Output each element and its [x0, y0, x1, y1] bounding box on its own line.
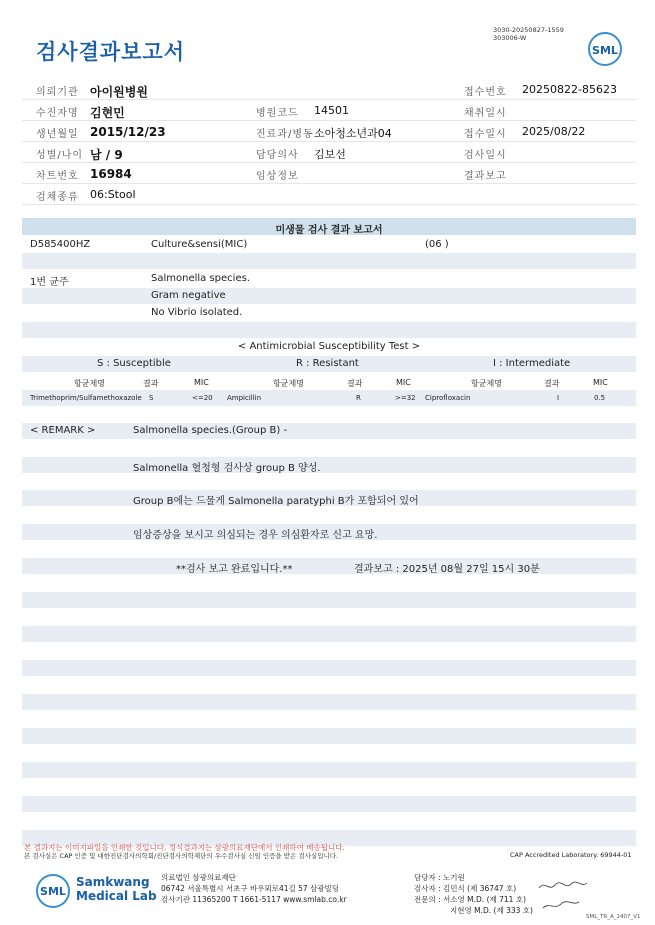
remark-row-4 [22, 524, 636, 540]
label-hospital-code: 병원코드 [256, 108, 299, 119]
sml-logo: SML [588, 32, 622, 66]
staff-name-1: 노기원 [443, 873, 465, 882]
value-birthdate: 2015/12/23 [90, 125, 166, 139]
legend-susceptible: S : Susceptible [97, 358, 171, 369]
remark-label: < REMARK > [30, 425, 96, 436]
staff-row-1 [414, 872, 465, 883]
value-receipt-time: 2025/08/22 [522, 125, 586, 138]
value-doctor: 김보선 [314, 148, 346, 161]
footer-address: 06742 서울특별시 서초구 바우뫼로41길 57 삼광빌딩 [161, 884, 340, 893]
staff-name-4: 지현영 M.D. (제 333 호) [450, 906, 533, 915]
remark-line-3: Group B에는 드물게 Salmonella paratyphi B가 포함되어 있어 [133, 496, 419, 507]
section-header [22, 218, 636, 235]
label-sex-age: 성별/나이 [36, 150, 84, 161]
info-row-5 [22, 163, 636, 184]
ast-result-3: I [557, 394, 560, 402]
band-blank-2 [22, 322, 636, 338]
col-drug-1: 항균제명 [74, 379, 105, 388]
label-result-report: 결과보고 [464, 171, 507, 182]
footer-contact: 검사기관 11365200 T 1661-5117 www.smlab.co.kr [161, 895, 347, 904]
doc-code: SML_TR_A_2407_V1 [586, 914, 641, 920]
staff-name-2: 김민식 (제 36747 호) [443, 884, 517, 893]
remark-line-2: Salmonella 혈청형 검사상 group B 양성. [133, 463, 321, 474]
ast-result-2: R [356, 394, 361, 402]
label-doctor: 담당의사 [256, 150, 299, 161]
report-codes [493, 26, 564, 42]
col-mic-2: MIC [396, 378, 411, 387]
info-row-4 [22, 142, 636, 163]
ast-legend-row [22, 356, 636, 372]
staff-role-1: 담당자 : [414, 873, 441, 882]
remark-line-4: 임상증상을 보시고 의심되는 경우 의심환자로 신고 요망. [133, 530, 378, 541]
value-department: 소아청소년과04 [314, 127, 392, 140]
footer-sml-logo: SML [36, 874, 70, 908]
staff-name-3: 서소영 M.D. (제 711 호) [443, 895, 526, 904]
label-requesting-org: 의뢰기관 [36, 87, 79, 98]
col-mic-1: MIC [194, 378, 209, 387]
label-receipt-time: 접수일시 [464, 129, 507, 140]
staff-row-3 [414, 894, 526, 905]
value-chart-no: 16984 [90, 167, 132, 181]
footer-org: 의료법인 삼광의료재단 [161, 873, 236, 882]
info-row-2 [22, 100, 636, 121]
report-complete: **검사 보고 완료입니다.** [176, 564, 293, 575]
info-row-1 [22, 79, 636, 100]
ast-result-1: S [149, 394, 154, 402]
ast-title-row [22, 339, 636, 355]
organism-line-1: Salmonella species. [151, 273, 250, 284]
legend-intermediate: I : Intermediate [493, 358, 571, 369]
label-department: 진료과/병동 [256, 129, 314, 140]
ast-data-row [22, 390, 636, 406]
footer-note-1: 본 결과지는 이미지파일을 인쇄한 것입니다. 정식결과지는 삼광의료재단에서 인쇄하여 배송됩니다. [24, 843, 345, 852]
staff-role-2: 검사자 : [414, 884, 441, 893]
remark-row-2 [22, 457, 636, 473]
staff-row-4 [450, 905, 533, 916]
footer-note-2: 본 검사실은 CAP 인증 및 대한진단검사의학회/진단검사의학재단의 우수검사실 신임 인증을 받은 검사실입니다. [24, 852, 339, 860]
signature-image [535, 876, 595, 916]
col-result-2: 결과 [347, 379, 363, 388]
band-blank-7 [22, 728, 636, 744]
info-row-6 [22, 184, 636, 205]
report-time: 결과보고 : 2025년 08월 27일 15시 30분 [354, 564, 540, 575]
value-patient-name: 김현민 [90, 106, 125, 120]
remark-row-3 [22, 490, 636, 506]
label-collect-time: 채취일시 [464, 108, 507, 119]
info-row-3 [22, 121, 636, 142]
label-patient-name: 수진자명 [36, 108, 79, 119]
band-blank-8 [22, 762, 636, 778]
section-title: 미생물 검사 결과 보고서 [275, 225, 383, 236]
label-specimen: 검체종류 [36, 192, 79, 203]
organism-line-2: Gram negative [151, 290, 226, 301]
staff-row-2 [414, 883, 516, 894]
ast-drug-1: Trimethoprim/Sulfamethoxazole [30, 394, 142, 402]
col-result-1: 결과 [143, 379, 159, 388]
col-result-3: 결과 [544, 379, 560, 388]
col-drug-3: 항균제명 [471, 379, 502, 388]
brand-line-1: Samkwang [76, 875, 150, 889]
band-blank-6 [22, 694, 636, 710]
test-number: (06 ) [425, 239, 449, 250]
col-drug-2: 항균제명 [273, 379, 304, 388]
band-blank-4 [22, 626, 636, 642]
band-blank-3 [22, 592, 636, 608]
ast-mic-1: <=20 [192, 394, 213, 402]
value-requesting-org: 아이원병원 [90, 85, 148, 99]
brand-line-2: Medical Lab [76, 889, 157, 903]
remark-row-1 [22, 423, 636, 439]
value-receipt-no: 20250822-85623 [522, 83, 617, 96]
ast-mic-3: 0.5 [594, 394, 606, 402]
band-blank-9 [22, 796, 636, 812]
value-sex-age: 남 / 9 [90, 148, 123, 162]
organism-line-3: No Vibrio isolated. [151, 307, 243, 318]
label-clinical-info: 임상정보 [256, 171, 299, 182]
band-blank-5 [22, 660, 636, 676]
complete-row [22, 558, 636, 574]
footer-brand [76, 875, 157, 903]
organism-label: 1번 균주 [30, 277, 69, 288]
cap-accreditation: CAP Accredited Laboratory. 69944-01 [510, 851, 632, 859]
ast-drug-2: Ampicillin [227, 394, 262, 402]
test-row [22, 236, 636, 252]
label-receipt-no: 접수번호 [464, 87, 507, 98]
value-hospital-code: 14501 [314, 104, 349, 117]
col-mic-3: MIC [593, 378, 608, 387]
ast-title: < Antimicrobial Susceptibility Test > [237, 341, 421, 352]
ast-drug-3: Ciprofloxacin [425, 394, 471, 402]
report-code-2: 303006-W [493, 34, 527, 42]
legend-resistant: R : Resistant [296, 358, 359, 369]
organism-row-3 [22, 305, 636, 321]
report-code-1: 3030-20250827-1559 [493, 26, 564, 34]
label-test-time: 검사일시 [464, 150, 507, 161]
organism-row-1 [22, 271, 636, 287]
value-specimen: 06:Stool [90, 188, 136, 201]
staff-role-3: 전문의 : [414, 895, 441, 904]
ast-mic-2: >=32 [395, 394, 416, 402]
label-birthdate: 생년월일 [36, 129, 79, 140]
label-chart-no: 차트번호 [36, 171, 79, 182]
ast-header-row [22, 374, 636, 390]
remark-line-1: Salmonella species.(Group B) - [133, 425, 288, 436]
page-title: 검사결과보고서 [36, 40, 186, 64]
test-name: Culture&sensi(MIC) [151, 239, 248, 250]
test-code: D585400HZ [30, 239, 91, 250]
band-blank-1 [22, 253, 636, 269]
organism-row-2 [22, 288, 636, 304]
